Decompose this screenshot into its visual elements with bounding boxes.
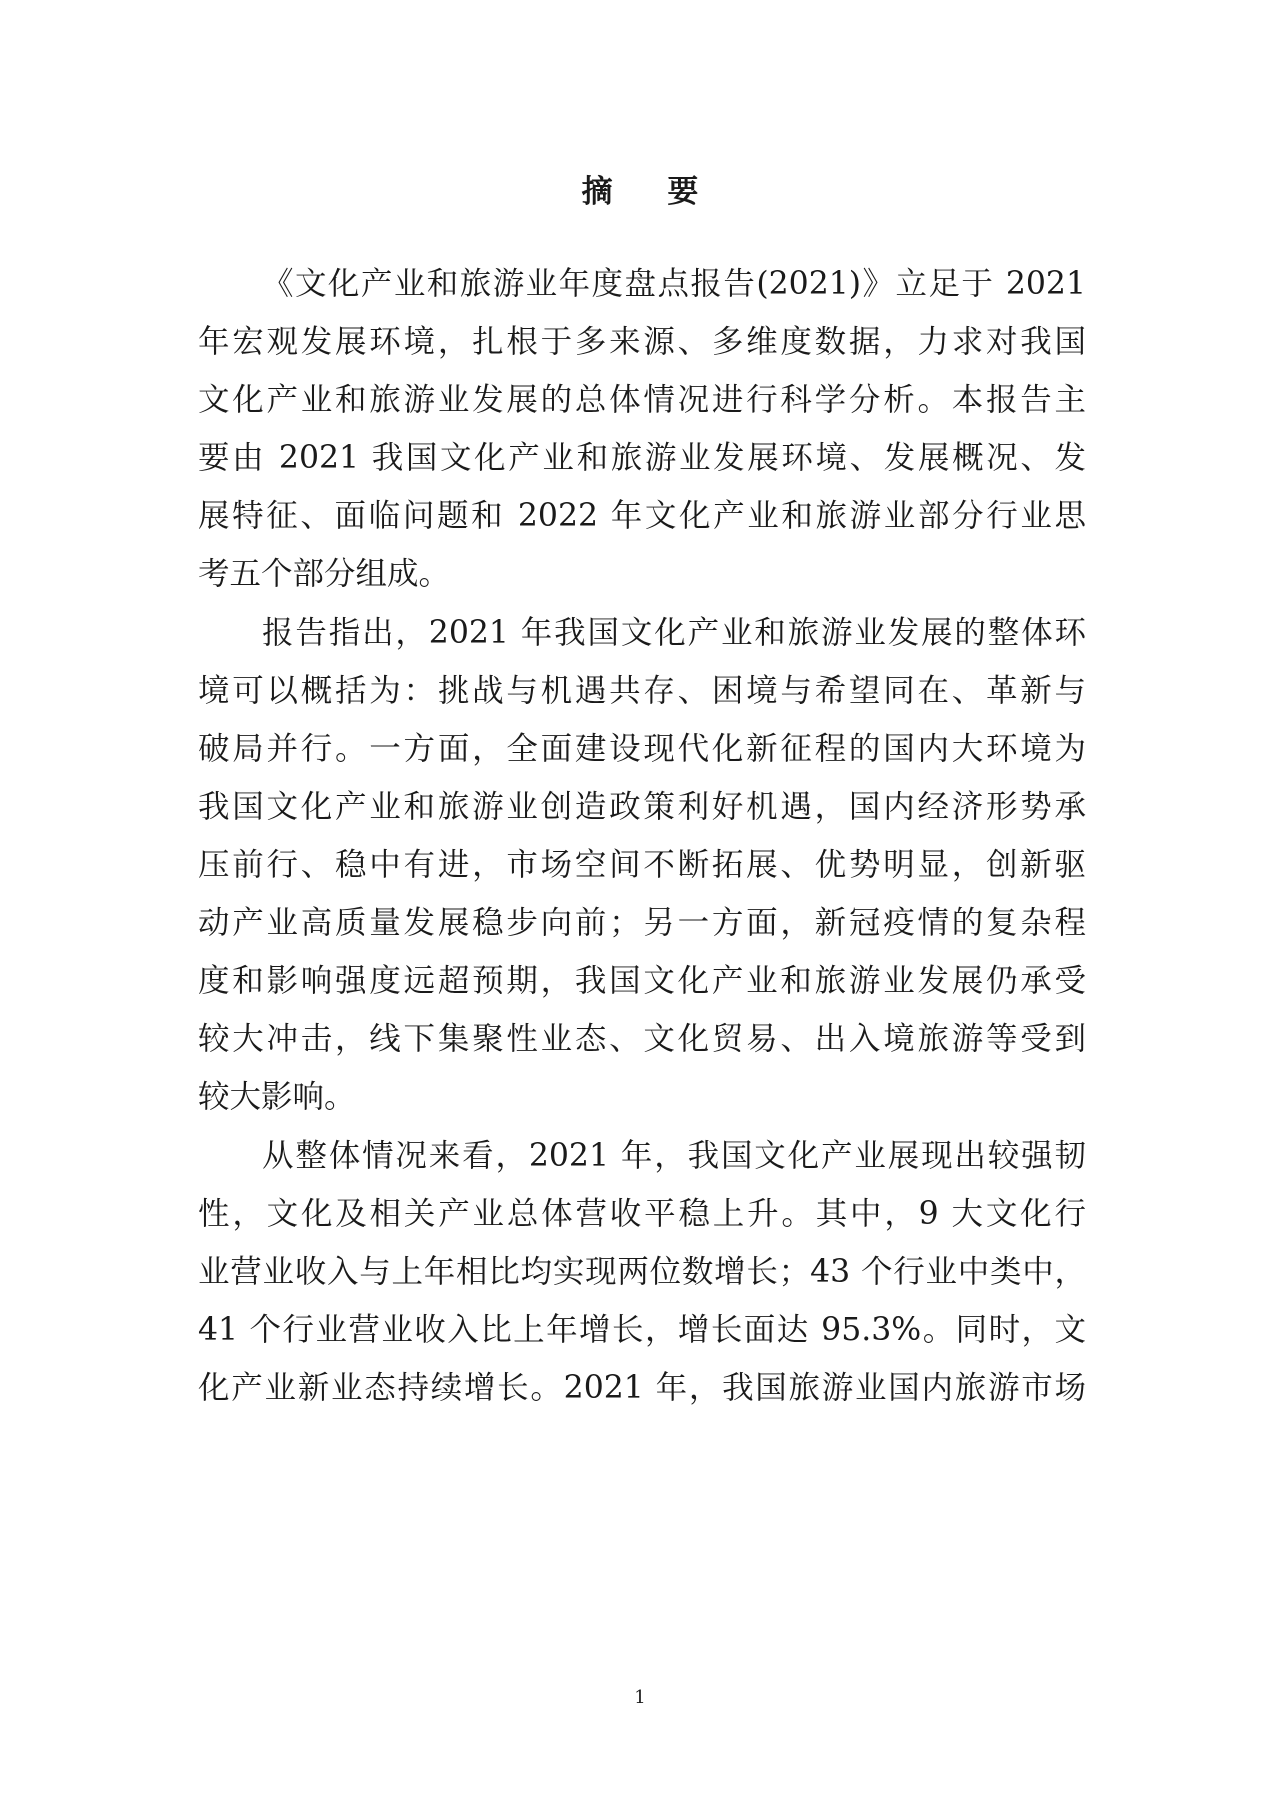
paragraph-1-line-5: 展特征、面临问题和 2022 年文化产业和旅游业部分行业思: [198, 498, 1086, 534]
paragraph-2-line-8: 较大冲击，线下集聚性业态、文化贸易、出入境旅游等受到: [198, 1021, 1086, 1057]
paragraph-3-line-2: 性，文化及相关产业总体营收平稳上升。其中，9 大文化行: [198, 1196, 1086, 1232]
page-title: 摘 要: [581, 174, 721, 210]
paragraph-2-line-5: 压前行、稳中有进，市场空间不断拓展、优势明显，创新驱: [198, 847, 1086, 883]
paragraph-1-line-3: 文化产业和旅游业发展的总体情况进行科学分析。本报告主: [198, 382, 1086, 418]
paragraph-1-line-6: 考五个部分组成。: [198, 556, 451, 592]
paragraph-3-line-5: 化产业新业态持续增长。2021 年，我国旅游业国内旅游市场: [198, 1370, 1086, 1406]
paragraph-2-line-3: 破局并行。一方面，全面建设现代化新征程的国内大环境为: [198, 731, 1086, 767]
paragraph-3-line-4: 41 个行业营业收入比上年增长，增长面达 95.3%。同时，文: [198, 1312, 1086, 1348]
paragraph-2-line-6: 动产业高质量发展稳步向前；另一方面，新冠疫情的复杂程: [198, 905, 1086, 941]
paragraph-2-line-1: 报告指出，2021 年我国文化产业和旅游业发展的整体环: [262, 615, 1086, 651]
paragraph-2-line-9: 较大影响。: [198, 1079, 356, 1115]
paragraph-1-line-2: 年宏观发展环境，扎根于多来源、多维度数据，力求对我国: [198, 324, 1086, 360]
paragraph-3-line-1: 从整体情况来看，2021 年，我国文化产业展现出较强韧: [262, 1138, 1086, 1174]
paragraph-1-line-1: 《文化产业和旅游业年度盘点报告(2021)》立足于 2021: [262, 266, 1086, 302]
paragraph-1-line-4: 要由 2021 我国文化产业和旅游业发展环境、发展概况、发: [198, 440, 1086, 476]
paragraph-2-line-7: 度和影响强度远超预期，我国文化产业和旅游业发展仍承受: [198, 963, 1086, 999]
paragraph-2-line-2: 境可以概括为：挑战与机遇共存、困境与希望同在、革新与: [198, 673, 1086, 709]
page-number: 1: [634, 1687, 646, 1708]
paragraph-2-line-4: 我国文化产业和旅游业创造政策利好机遇，国内经济形势承: [198, 789, 1086, 825]
paragraph-3-line-3: 业营业收入与上年相比均实现两位数增长；43 个行业中类中，: [198, 1254, 1086, 1290]
